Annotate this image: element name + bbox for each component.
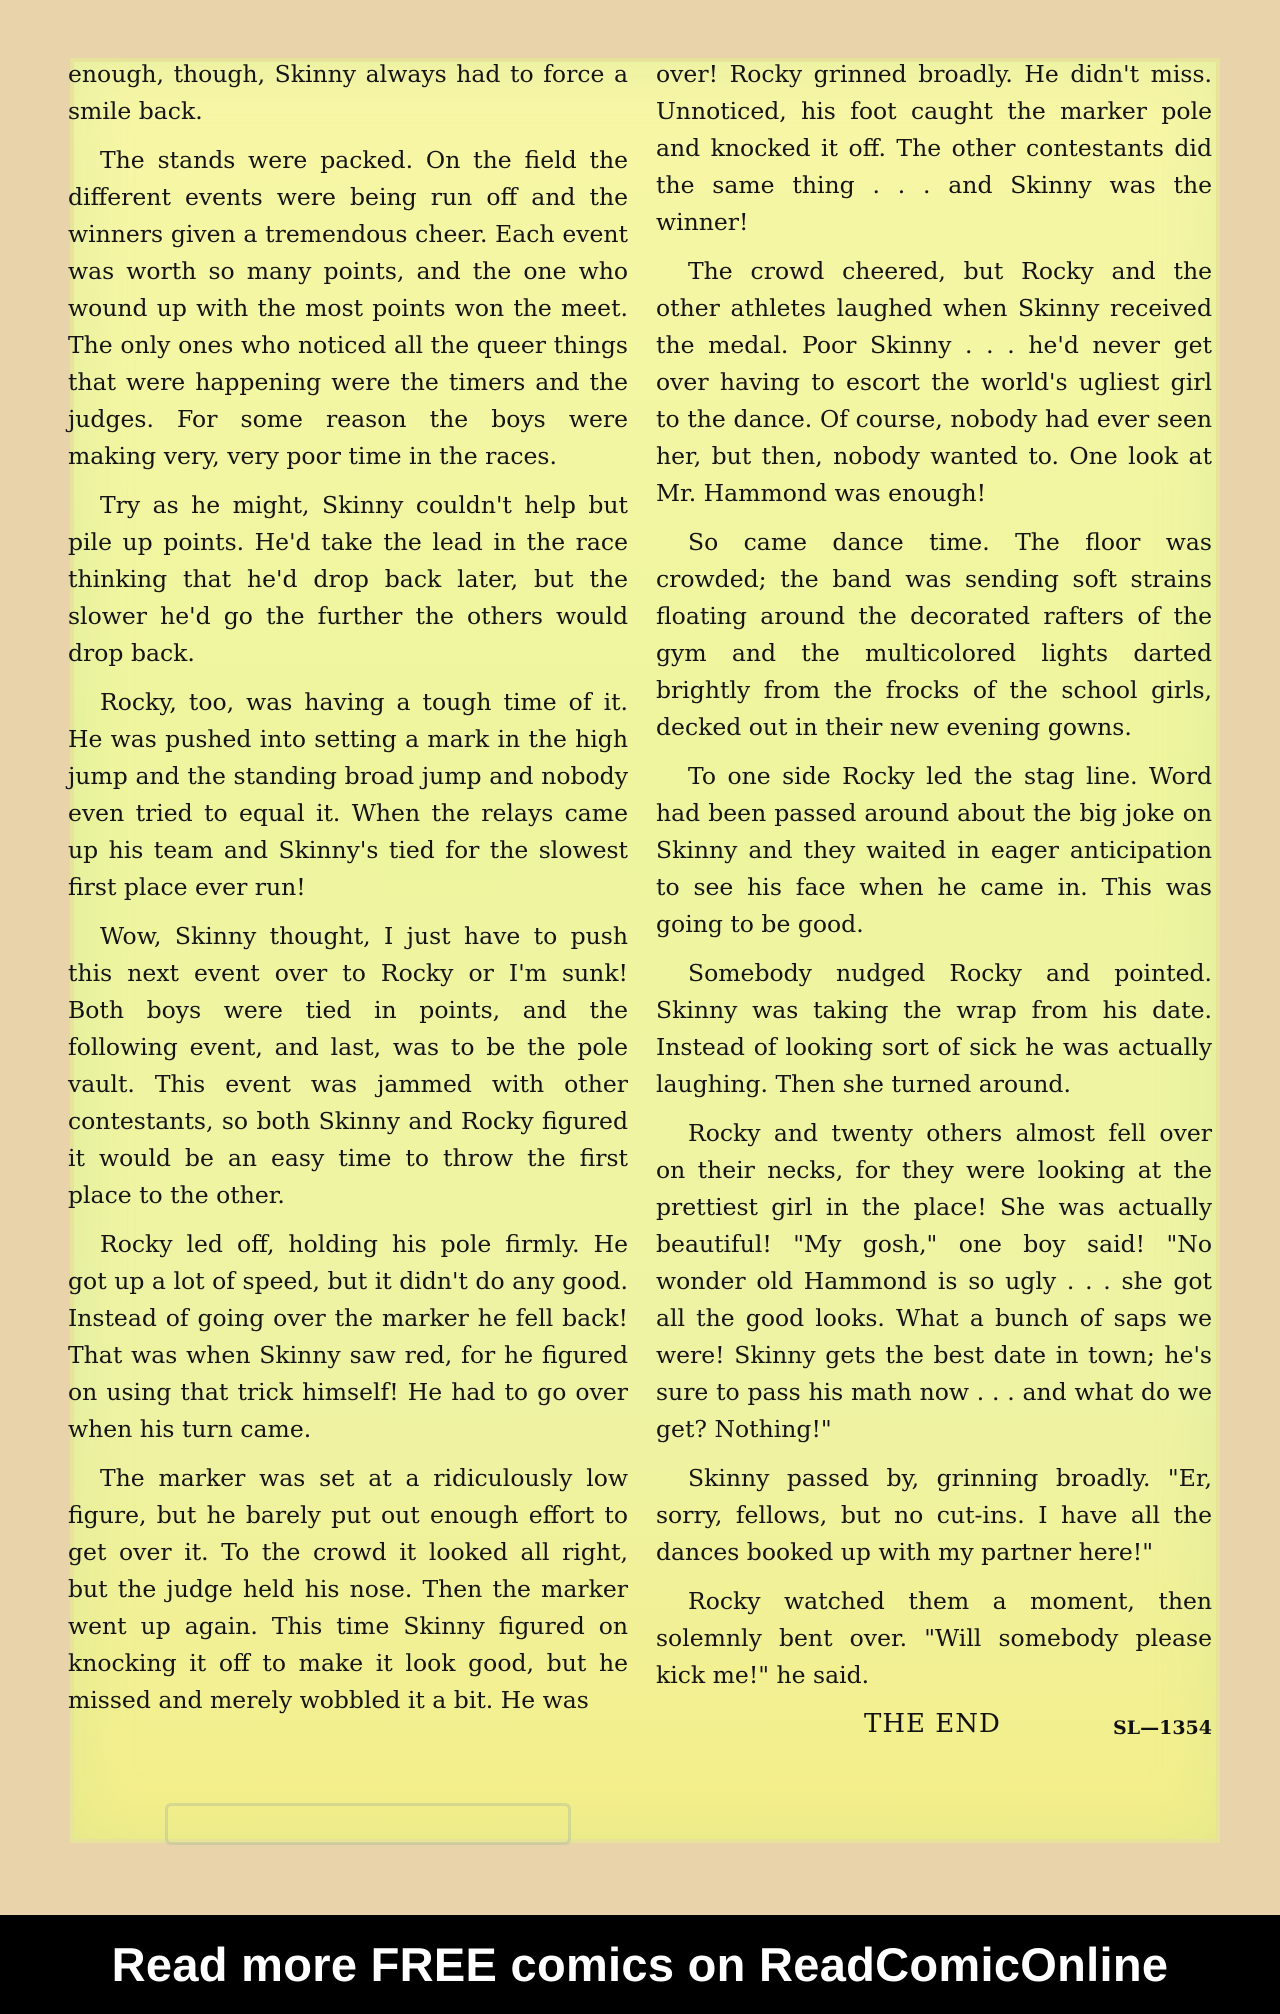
left-text-column — [68, 56, 628, 1731]
story-paragraph: over! Rocky grinned broadly. He didn't miss. Unnoticed, his foot caught the marker pole and knocked it off. The other contestants did the same thing . . . and Skinny was the winner! — [656, 60, 1212, 236]
story-paragraph: To one side Rocky led the stag line. Word had been passed around about the big joke on Skinny and they waited in eager anticipation to see his face when he came in. This was going to be good. — [656, 762, 1212, 938]
story-code: SL—1354 — [1113, 1717, 1212, 1739]
story-paragraph: enough, though, Skinny always had to force a smile back. — [68, 60, 628, 125]
story-paragraph: Rocky and twenty others almost fell over on their necks, for they were looking at the prettiest girl in the place! She was actually beautiful! "My gosh," one boy said! "No wonder old Hammond is so ugly . . . she got all the good looks. What a bunch of saps we were! Skinny gets the best date in town; he's sure to pass his math now . . . and what do we get? Nothing!" — [656, 1119, 1212, 1443]
story-paragraph: Rocky, too, was having a tough time of it. He was pushed into setting a mark in the high jump and the standing broad jump and nobody even tried to equal it. When the relays came up his team and Skinny's tied for the slowest first place ever run! — [68, 688, 628, 901]
promo-banner[interactable] — [0, 1915, 1280, 2014]
the-end-label: THE END — [864, 1709, 1001, 1739]
story-paragraph: Wow, Skinny thought, I just have to push this next event over to Rocky or I'm sunk! Both boys were tied in points, and the following event, and last, was to be the pole vault. This event was jammed with other contestants, so both Skinny and Rocky figured it would be an easy time to throw the first place to the other. — [68, 922, 628, 1209]
story-paragraph: The stands were packed. On the field the different events were being run off and the winners given a tremendous cheer. Each event was worth so many points, and the one who wound up with the most points won the meet. The only ones who noticed all the queer things that were happening were the timers and the judges. For some reason the boys were making very, very poor time in the races. — [68, 146, 628, 470]
story-paragraph: Somebody nudged Rocky and pointed. Skinny was taking the wrap from his date. Instead of looking sort of sick he was actually laughing. Then she turned around. — [656, 959, 1212, 1098]
story-paragraph: The crowd cheered, but Rocky and the other athletes laughed when Skinny received the medal. Poor Skinny . . . he'd never get over having to escort the world's ugliest girl to the dance. Of course, nobody had ever seen her, but then, nobody wanted to. One look at Mr. Hammond was enough! — [656, 257, 1212, 507]
story-paragraph: So came dance time. The floor was crowded; the band was sending soft strains floating around the decorated rafters of the gym and the multicolored lights darted brightly from the frocks of the school girls, decked out in their new evening gowns. — [656, 528, 1212, 741]
faded-background-art — [165, 1803, 571, 1845]
story-paragraph: Try as he might, Skinny couldn't help but pile up points. He'd take the lead in the race thinking that he'd drop back later, but the slower he'd go the further the others would drop back. — [68, 491, 628, 667]
story-paragraph: Skinny passed by, grinning broadly. "Er, sorry, fellows, but no cut-ins. I have all the dances booked up with my partner here!" — [656, 1464, 1212, 1566]
story-ending — [656, 1706, 1212, 1750]
story-paragraph: Rocky watched them a moment, then solemnly bent over. "Will somebody please kick me!" he said. — [656, 1587, 1212, 1689]
promo-banner-text[interactable]: Read more FREE comics on ReadComicOnline — [111, 1938, 1169, 1991]
story-paragraph: Rocky led off, holding his pole firmly. He got up a lot of speed, but it didn't do any good. Instead of going over the marker he fell back! That was when Skinny saw red, for he figured on using that trick himself! He had to go over when his turn came. — [68, 1230, 628, 1443]
story-paragraph: The marker was set at a ridiculously low figure, but he barely put out enough effort to get over it. To the crowd it looked all right, but the judge held his nose. Then the marker went up again. This time Skinny figured on knocking it off to make it look good, but he missed and merely wobbled it a bit. He was — [68, 1464, 628, 1714]
right-text-column — [656, 56, 1212, 1750]
